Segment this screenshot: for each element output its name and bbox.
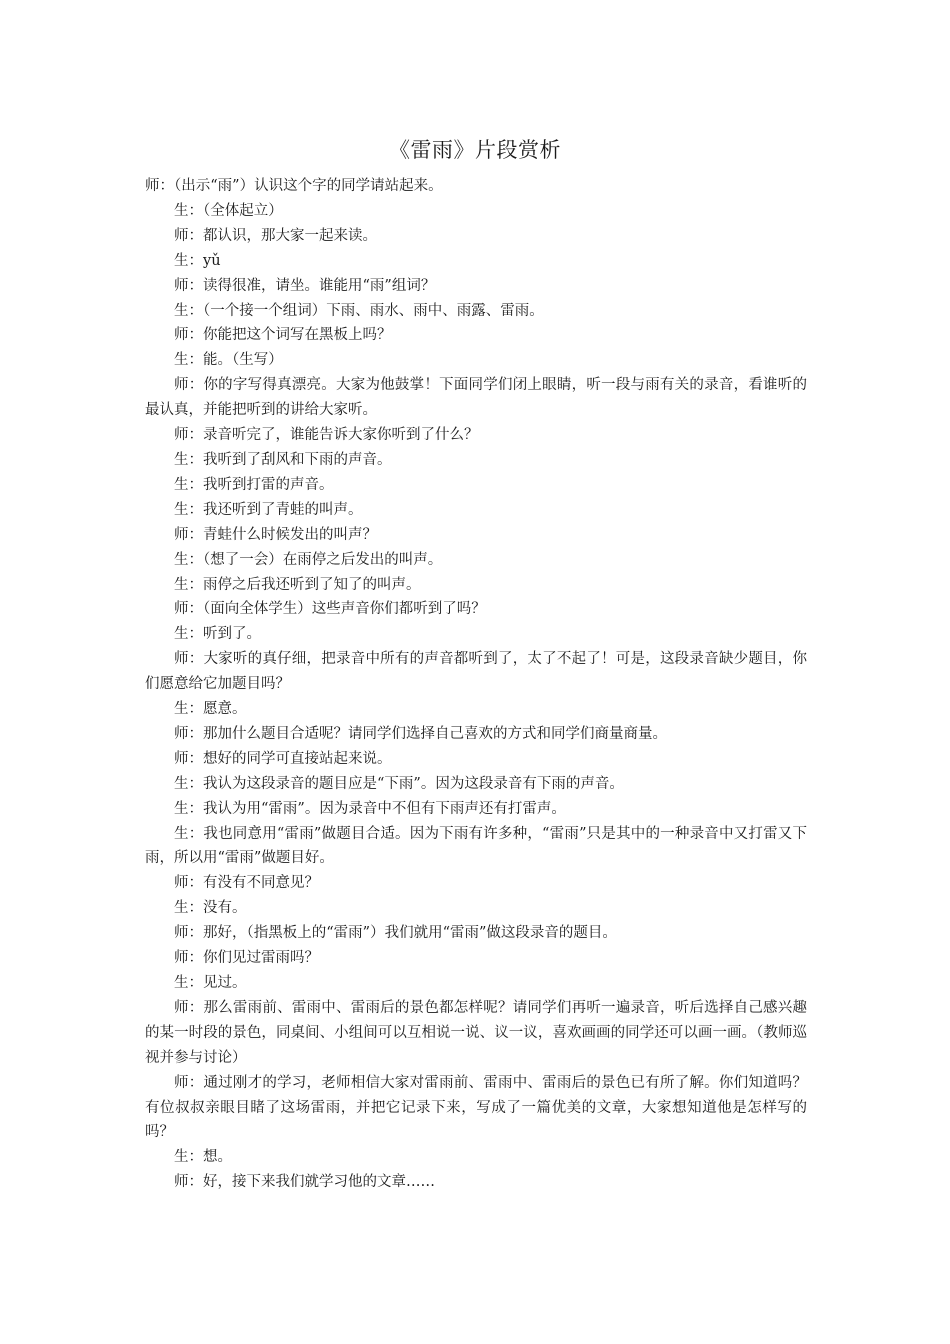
paragraph: 生：我认为这段录音的题目应是“下雨”。因为这段录音有下雨的声音。 <box>174 775 624 792</box>
paragraph: 生：能。（生写） <box>174 352 283 369</box>
paragraph: 师：好，接下来我们就学习他的文章…… <box>174 1174 435 1191</box>
paragraph: 生：我认为用“雷雨”。因为录音中不但有下雨声还有打雷声。 <box>174 800 566 817</box>
paragraph: 师：你们见过雷雨吗？ <box>174 950 319 967</box>
document-body <box>145 174 807 1195</box>
paragraph: 师：（面向全体学生）这些声音你们都听到了吗？ <box>174 601 486 618</box>
paragraph: 生：见过。 <box>174 975 247 991</box>
paragraph: 生：yǔ <box>174 252 221 269</box>
paragraph: 师：青蛙什么时候发出的叫声？ <box>174 526 377 543</box>
paragraph: 师：你的字写得真漂亮。大家为他鼓掌！下面同学们闭上眼睛，听一段与雨有关的录音，看谁听的最认真，并能把听到的讲给大家听。 <box>145 377 807 419</box>
paragraph: 师：通过刚才的学习，老师相信大家对雷雨前、雷雨中、雷雨后的景色已有所了解。你们知道吗？有位叔叔亲眼目睹了这场雷雨，并把它记录下来，写成了一篇优美的文章，大家想知道他是怎样写的吗？ <box>145 1074 807 1141</box>
paragraph: 师：大家听的真仔细，把录音中所有的声音都听到了，太了不起了！可是，这段录音缺少题目，你们愿意给它加题目吗？ <box>145 651 807 693</box>
paragraph: 生：愿意。 <box>174 701 247 718</box>
document-title: 《雷雨》片段赏析 <box>389 138 561 162</box>
paragraph: 生：我听到了刮风和下雨的声音。 <box>174 451 392 468</box>
paragraph: 师：你能把这个词写在黑板上吗？ <box>174 327 392 344</box>
paragraph: 生：我也同意用“雷雨”做题目合适。因为下雨有许多种，“雷雨”只是其中的一种录音中又打雷又下雨，所以用“雷雨”做题目好。 <box>145 825 807 867</box>
paragraph: 师：录音听完了，谁能告诉大家你听到了什么？ <box>174 427 479 444</box>
paragraph: 师：那加什么题目合适呢？请同学们选择自己喜欢的方式和同学们商量商量。 <box>174 725 667 742</box>
paragraph: 生：想。 <box>174 1149 232 1166</box>
paragraph: 师：有没有不同意见？ <box>174 875 319 892</box>
paragraph: 生：没有。 <box>174 900 247 917</box>
paragraph: 生：我听到打雷的声音。 <box>174 476 334 493</box>
paragraph: 生：听到了。 <box>174 626 261 643</box>
paragraph: 师：那么雷雨前、雷雨中、雷雨后的景色都怎样呢？请同学们再听一遍录音，听后选择自己感兴趣的某一时段的景色，同桌间、小组间可以互相说一说、议一议，喜欢画画的同学还可以画一画。（教师巡视并参与讨论） <box>145 999 807 1066</box>
paragraph: 生：雨停之后我还听到了知了的叫声。 <box>174 576 421 593</box>
paragraph: 师：读得很准，请坐。谁能用“雨”组词？ <box>174 277 436 294</box>
paragraph: 师：都认识，那大家一起来读。 <box>174 227 377 244</box>
paragraph: 生：（想了一会）在雨停之后发出的叫声。 <box>174 551 443 568</box>
paragraph: 生：（一个接一个组词）下雨、雨水、雨中、雨露、雷雨。 <box>174 302 544 319</box>
paragraph: 师：那好，（指黑板上的“雷雨”）我们就用“雷雨”做这段录音的题目。 <box>174 925 617 942</box>
paragraph: 师：想好的同学可直接站起来说。 <box>174 750 392 767</box>
paragraph: 生：我还听到了青蛙的叫声。 <box>174 501 363 518</box>
paragraph: 生：（全体起立） <box>174 202 283 219</box>
paragraph: 师：（出示“雨”）认识这个字的同学请站起来。 <box>145 178 443 194</box>
